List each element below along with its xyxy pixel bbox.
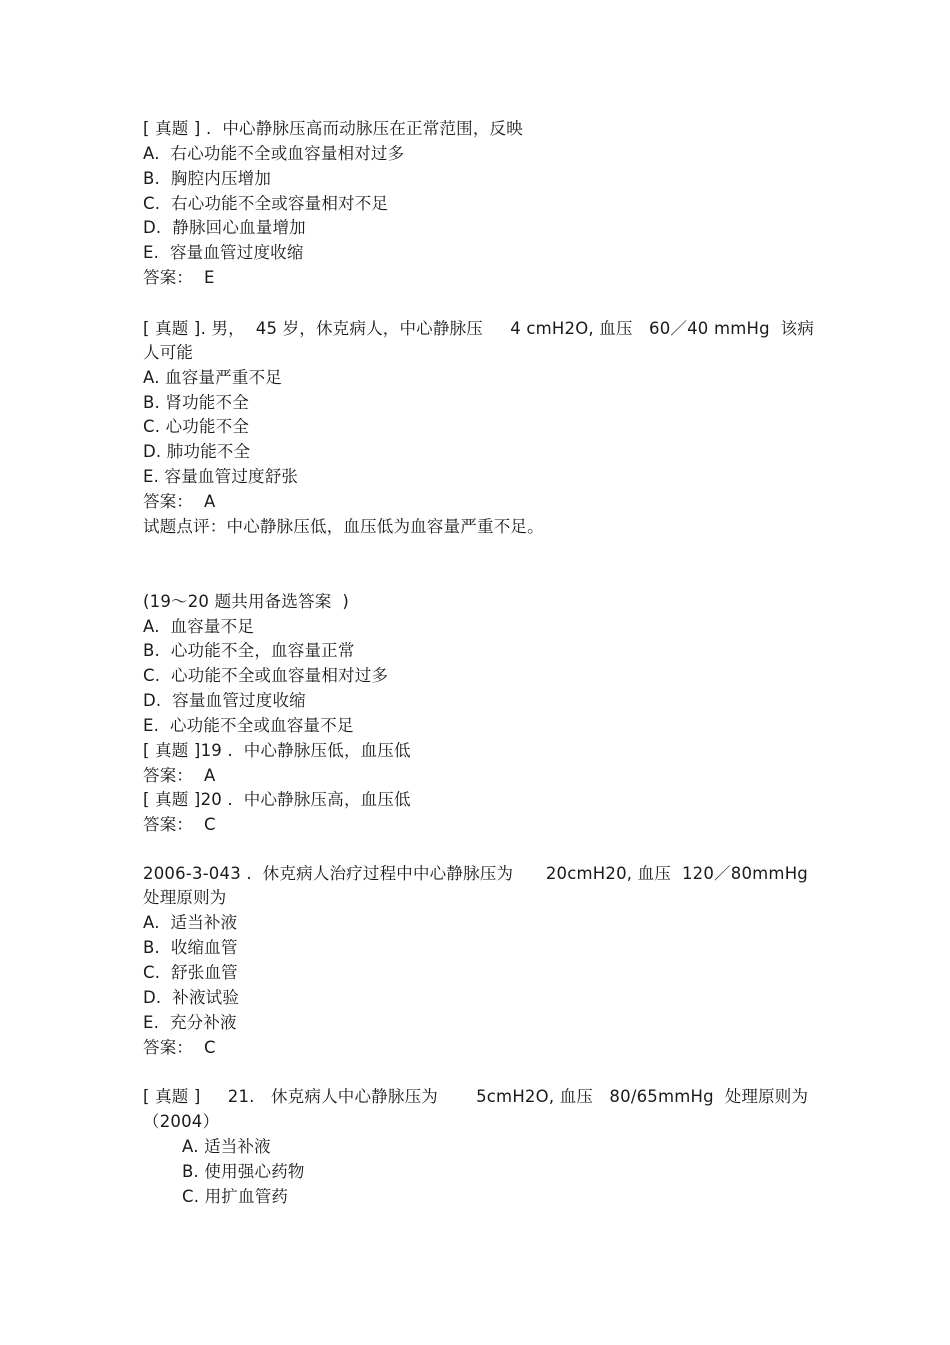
q5-option-c: C. 用扩血管药: [182, 1187, 289, 1206]
q4-option-b: B. 收缩血管: [143, 938, 238, 957]
q3-option-a: A. 血容量不足: [143, 617, 255, 636]
q3-option-e: E. 心功能不全或血容量不足: [143, 716, 354, 735]
q4-answer: 答案： C: [143, 1038, 216, 1057]
q1-answer: 答案： E: [143, 268, 215, 287]
q1-option-c: C. 右心功能不全或容量相对不足: [143, 194, 389, 213]
q2-option-d: D. 肺功能不全: [143, 442, 251, 461]
q2-option-c: C. 心功能不全: [143, 417, 250, 436]
q19-stem: [ 真题 ]19 . 中心静脉压低，血压低: [143, 741, 411, 760]
q2-comment: 试题点评：中心静脉压低，血压低为血容量严重不足。: [143, 517, 544, 536]
q5-stem-line2: （2004）: [143, 1112, 220, 1131]
q5-stem-line1: [ 真题 ] 21. 休克病人中心静脉压为 5cmH2O, 血压 80/65mmHg 处理原则为: [143, 1087, 809, 1106]
q4-option-d: D. 补液试验: [143, 988, 240, 1007]
q1-option-e: E. 容量血管过度收缩: [143, 243, 304, 262]
q4-stem-line1: 2006-3-043 . 休克病人治疗过程中中心静脉压为 20cmH20, 血压 120／80mmHg: [143, 864, 808, 883]
q4-option-c: C. 舒张血管: [143, 963, 238, 982]
q4-stem-line2: 处理原则为: [143, 888, 227, 907]
q2-answer: 答案： A: [143, 492, 216, 511]
q2-option-a: A. 血容量严重不足: [143, 368, 282, 387]
q20-stem: [ 真题 ]20 . 中心静脉压高，血压低: [143, 790, 411, 809]
q1-stem: [ 真题 ] . 中心静脉压高而动脉压在正常范围，反映: [143, 119, 523, 138]
q3-header: (19～20 题共用备选答案 ): [143, 592, 350, 611]
q5-option-b: B. 使用强心药物: [182, 1162, 305, 1181]
q3-option-b: B. 心功能不全，血容量正常: [143, 641, 355, 660]
q2-stem-line1: [ 真题 ]. 男， 45 岁，休克病人，中心静脉压 4 cmH2O, 血压 60／40 mmHg 该病: [143, 319, 815, 338]
q2-stem-line2: 人可能: [143, 343, 194, 362]
q19-answer: 答案： A: [143, 766, 216, 785]
q3-option-c: C. 心功能不全或血容量相对过多: [143, 666, 389, 685]
q3-option-d: D. 容量血管过度收缩: [143, 691, 306, 710]
q1-option-b: B. 胸腔内压增加: [143, 169, 272, 188]
q2-option-b: B. 肾功能不全: [143, 393, 249, 412]
q2-option-e: E. 容量血管过度舒张: [143, 467, 299, 486]
q1-option-a: A. 右心功能不全或血容量相对过多: [143, 144, 405, 163]
q4-option-e: E. 充分补液: [143, 1013, 237, 1032]
q4-option-a: A. 适当补液: [143, 913, 238, 932]
q1-option-d: D. 静脉回心血量增加: [143, 218, 306, 237]
q5-option-a: A. 适当补液: [182, 1137, 271, 1156]
q20-answer: 答案： C: [143, 815, 216, 834]
